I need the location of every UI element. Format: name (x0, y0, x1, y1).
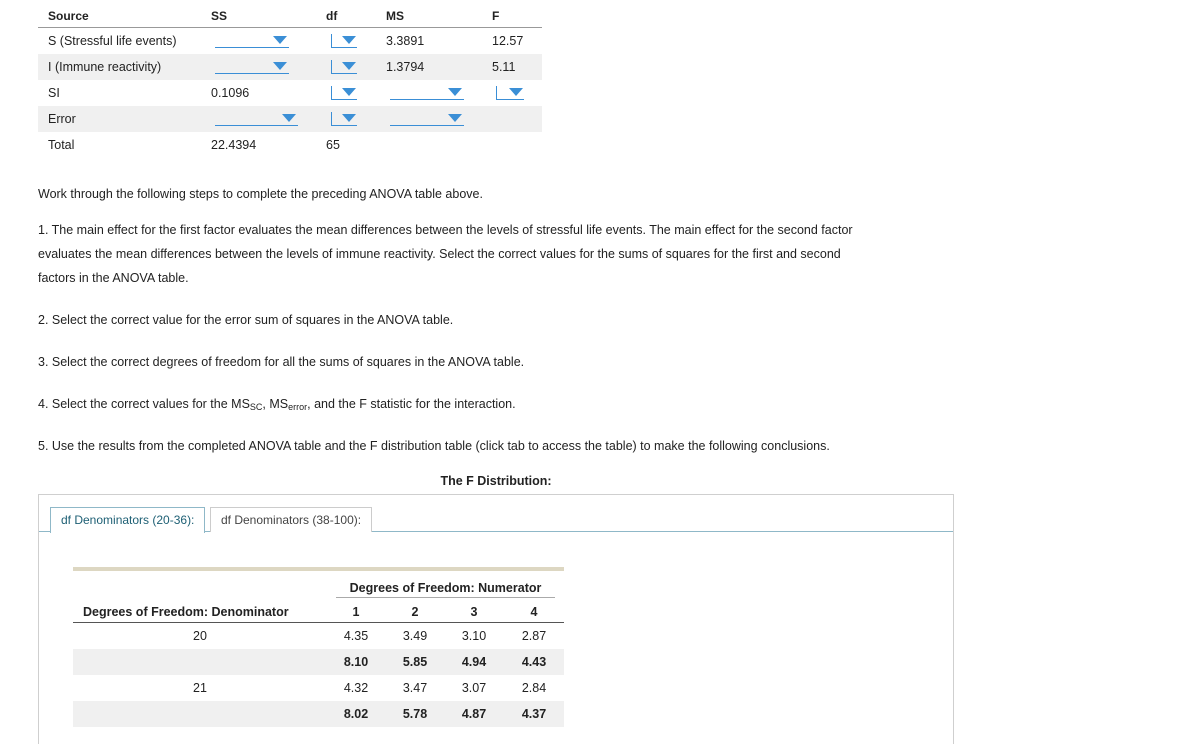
chevron-down-icon (342, 114, 356, 122)
step-1-line: 1. The main effect for the first factor evaluates the mean differences between the levels of stressful life events. The main effect for the second factor (38, 223, 853, 237)
chevron-down-icon (273, 36, 287, 44)
table-cell: 8.10 (343, 655, 369, 669)
ms-interaction-dropdown[interactable] (390, 86, 464, 100)
header-source: Source (48, 9, 89, 23)
source-label: SI (48, 86, 60, 100)
step-4-suffix: , and the F statistic for the interaction. (307, 397, 516, 411)
header-ss: SS (211, 9, 228, 23)
source-label: Error (48, 112, 76, 126)
ms-sc-subscript: SC (249, 402, 263, 412)
chevron-down-icon (509, 88, 523, 96)
table-cell: 4.32 (343, 681, 369, 695)
numerator-col-4: 4 (530, 605, 538, 619)
df-denominator: 20 (193, 629, 207, 643)
source-label: I (Immune reactivity) (48, 60, 162, 74)
anova-row-error (38, 106, 542, 132)
table-row (73, 701, 564, 727)
table-cell: 4.87 (461, 707, 487, 721)
table-cell: 4.94 (461, 655, 487, 669)
step-1 (38, 218, 953, 290)
header-ms: MS (386, 9, 404, 23)
chevron-down-icon (448, 114, 462, 122)
table-cell: 2.84 (521, 681, 547, 695)
df-error-dropdown[interactable] (331, 112, 357, 126)
chevron-down-icon (342, 62, 356, 70)
table-cell: 3.10 (461, 629, 487, 643)
ss-error-dropdown[interactable] (215, 112, 298, 126)
anova-table (38, 5, 542, 158)
intro-text: Work through the following steps to complete the preceding ANOVA table above. (38, 187, 483, 201)
f-value: 12.57 (492, 34, 524, 48)
header-df: df (326, 9, 338, 23)
ms-error-dropdown[interactable] (390, 112, 464, 126)
chevron-down-icon (273, 62, 287, 70)
source-label: S (Stressful life events) (48, 34, 177, 48)
anova-row-interaction (38, 80, 542, 106)
step-4-mid: , MS (262, 397, 289, 411)
step-1-line: evaluates the mean differences between the levels of immune reactivity. Select the correct values for the sums of squares for the first and second (38, 247, 841, 261)
df-value: 65 (326, 138, 340, 152)
column-header-row (73, 601, 564, 623)
chevron-down-icon (282, 114, 296, 122)
anova-row-stress (38, 28, 542, 54)
table-cell: 3.49 (402, 629, 428, 643)
table-row (73, 649, 564, 675)
chevron-down-icon (448, 88, 462, 96)
table-cell: 4.37 (521, 707, 547, 721)
table-row (73, 675, 564, 701)
numerator-header: Degrees of Freedom: Numerator (349, 581, 542, 595)
step-2: 2. Select the correct value for the error sum of squares in the ANOVA table. (38, 313, 454, 327)
source-label: Total (48, 138, 75, 152)
anova-row-immune (38, 54, 542, 80)
table-cell: 5.85 (402, 655, 428, 669)
f-distribution-title: The F Distribution: (440, 474, 552, 488)
tab-df-denominators-20-36[interactable]: df Denominators (20-36): (50, 507, 205, 533)
table-cell: 5.78 (402, 707, 428, 721)
denominator-header: Degrees of Freedom: Denominator (83, 605, 289, 619)
step-1-line: factors in the ANOVA table. (38, 271, 189, 285)
df-denominator: 21 (193, 681, 207, 695)
numerator-col-3: 3 (470, 605, 478, 619)
numerator-col-1: 1 (352, 605, 360, 619)
table-cell: 3.47 (402, 681, 428, 695)
table-cell: 2.87 (521, 629, 547, 643)
anova-header-row (38, 5, 542, 28)
chevron-down-icon (342, 36, 356, 44)
chevron-down-icon (342, 88, 356, 96)
f-distribution-panel (38, 494, 954, 744)
header-f: F (492, 9, 500, 23)
ms-value: 3.3891 (386, 34, 425, 48)
ms-error-subscript: error (288, 402, 308, 412)
df-interaction-dropdown[interactable] (331, 86, 357, 100)
step-3: 3. Select the correct degrees of freedom for all the sums of squares in the ANOVA table. (38, 355, 525, 369)
tab-df-denominators-38-100[interactable]: df Denominators (38-100): (210, 507, 372, 532)
table-top-rule (73, 567, 564, 571)
table-cell: 3.07 (461, 681, 487, 695)
df-stress-dropdown[interactable] (331, 34, 357, 48)
table-cell: 8.02 (343, 707, 369, 721)
table-row (73, 623, 564, 649)
ss-value: 0.1096 (211, 86, 250, 100)
step-5: 5. Use the results from the completed ANOVA table and the F distribution table (click tab to access the table) to make the following conclusions. (38, 439, 830, 453)
ss-immune-dropdown[interactable] (215, 60, 289, 74)
f-interaction-dropdown[interactable] (496, 86, 524, 100)
numerator-rule (336, 597, 555, 598)
numerator-col-2: 2 (411, 605, 419, 619)
step-4 (38, 392, 953, 419)
ss-stress-dropdown[interactable] (215, 34, 289, 48)
anova-row-total (38, 132, 542, 158)
table-cell: 4.43 (521, 655, 547, 669)
ms-value: 1.3794 (386, 60, 425, 74)
table-cell: 4.35 (343, 629, 369, 643)
df-immune-dropdown[interactable] (331, 60, 357, 74)
step-4-prefix: 4. Select the correct values for the MS (38, 397, 250, 411)
ss-value: 22.4394 (211, 138, 257, 152)
f-value: 5.11 (492, 60, 516, 74)
